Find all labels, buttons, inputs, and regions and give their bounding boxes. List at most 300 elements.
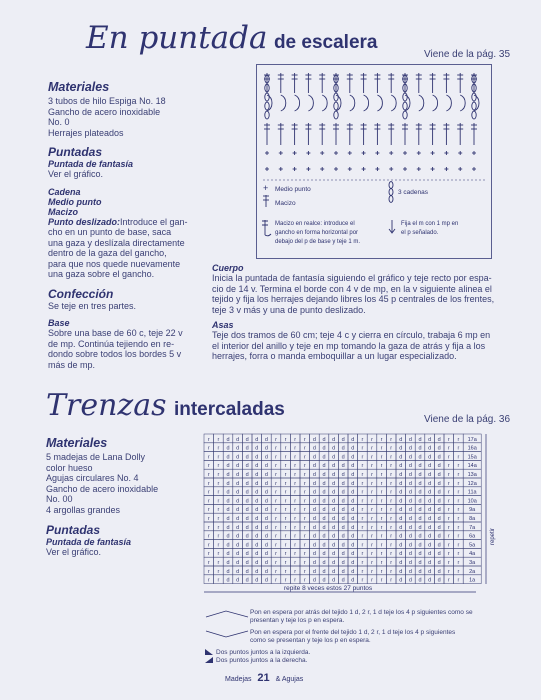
cell-symbol: d <box>255 524 259 531</box>
chain-symbol <box>334 102 338 110</box>
knitting-legend <box>204 609 504 664</box>
cell-symbol: r <box>217 560 220 566</box>
legend-item <box>204 609 504 625</box>
cell-symbol: d <box>437 533 441 540</box>
cell-symbol: d <box>255 516 259 522</box>
base-line: Sobre una base de 60 c, teje 22 v <box>48 328 183 338</box>
macizo-icon <box>263 195 269 207</box>
cell-symbol: d <box>437 507 441 514</box>
cell-symbol: d <box>418 436 422 443</box>
cell-symbol: r <box>207 507 210 514</box>
cell-symbol: d <box>312 436 316 443</box>
cell-symbol: r <box>217 524 220 531</box>
legend-item <box>204 629 504 645</box>
cell-symbol: d <box>351 498 355 505</box>
plus-symbol <box>375 151 379 155</box>
materiales-item: 3 tubos de hilo Espiga No. 18 <box>48 96 166 106</box>
cell-symbol: r <box>284 577 287 584</box>
plus-symbol <box>389 167 393 171</box>
cell-symbol: d <box>332 498 336 505</box>
cell-symbol: r <box>361 489 364 496</box>
realce-icon <box>262 220 271 236</box>
cell-symbol: d <box>226 480 230 487</box>
cell-symbol: r <box>390 577 393 584</box>
cell-symbol: d <box>437 568 441 575</box>
cell-symbol: r <box>207 560 210 566</box>
cell-symbol: r <box>371 542 373 549</box>
plus-symbol <box>472 167 476 171</box>
cell-symbol: d <box>351 454 355 461</box>
cell-symbol: d <box>418 551 422 558</box>
cell-symbol: d <box>341 524 345 531</box>
cell-symbol: r <box>380 516 383 522</box>
cell-symbol: r <box>361 516 364 522</box>
k2tog-right-icon <box>204 656 214 664</box>
cell-symbol: d <box>408 489 412 496</box>
legend-fija-line: el p señalado. <box>401 230 439 236</box>
cell-symbol: d <box>428 507 432 514</box>
cell-symbol: d <box>351 524 355 531</box>
cell-symbol: d <box>341 445 345 452</box>
cell-symbol: d <box>428 524 432 531</box>
macizo-symbol <box>388 73 394 93</box>
cell-symbol: r <box>380 533 383 540</box>
cell-symbol: d <box>408 560 412 566</box>
legend-text <box>250 629 455 645</box>
cell-symbol: r <box>275 560 277 566</box>
cell-symbol: r <box>303 568 306 575</box>
cell-symbol: d <box>226 542 230 549</box>
cell-symbol: r <box>284 516 287 522</box>
macizo-symbol <box>305 123 311 145</box>
row-label: 10a <box>467 498 477 505</box>
cell-symbol: r <box>380 507 383 514</box>
legend-line: como se presentan y teje los p en espera. <box>250 637 371 644</box>
cell-symbol: r <box>284 472 287 478</box>
puntadas-heading: Puntadas <box>48 145 103 159</box>
cuerpo-block <box>212 263 512 362</box>
cell-symbol: r <box>371 507 373 514</box>
cell-symbol: r <box>284 524 287 531</box>
section1-viene: Viene de la pág. 35 <box>424 49 511 60</box>
cell-symbol: d <box>408 445 412 452</box>
cell-symbol: d <box>322 542 326 549</box>
deslizado-heading: Punto deslizado: <box>48 216 120 227</box>
cell-symbol: r <box>380 542 383 549</box>
cell-symbol: d <box>332 516 336 522</box>
crochet-chart <box>257 65 491 258</box>
chain-symbol <box>334 111 338 119</box>
cell-symbol: r <box>447 533 450 540</box>
cell-symbol: d <box>245 577 249 584</box>
macizo-symbol <box>457 123 463 145</box>
cell-symbol: d <box>264 524 268 531</box>
legend-realce-line: debajo del p de base y teje 1 m. <box>275 239 361 245</box>
cell-symbol: r <box>390 498 393 505</box>
cell-symbol: r <box>371 498 373 505</box>
cell-symbol: d <box>428 436 432 443</box>
macizo-symbol <box>374 73 380 93</box>
knitting-row-labels <box>463 434 481 584</box>
cell-symbol: r <box>275 533 277 540</box>
legend-realce-line: Macizo en realce: introduce el <box>275 221 355 227</box>
knitting-cells <box>204 434 463 584</box>
hook-symbol <box>364 95 369 111</box>
cell-symbol: d <box>264 568 268 575</box>
puntadas-heading: Puntadas <box>46 523 101 537</box>
cell-symbol: d <box>226 560 230 566</box>
cell-symbol: r <box>294 489 297 496</box>
cell-symbol: r <box>207 516 210 522</box>
legend-item <box>204 656 504 664</box>
cell-symbol: d <box>437 577 441 584</box>
cell-symbol: d <box>399 507 403 514</box>
cell-symbol: d <box>312 472 316 478</box>
legend-medio: Medio punto <box>275 186 311 193</box>
cell-symbol: r <box>457 524 460 531</box>
cell-symbol: d <box>236 472 240 478</box>
cell-symbol: d <box>408 472 412 478</box>
cell-symbol: d <box>428 533 432 540</box>
row-label: 8a <box>469 516 476 522</box>
cell-symbol: d <box>428 542 432 549</box>
cell-symbol: r <box>284 454 287 461</box>
cell-symbol: d <box>236 498 240 505</box>
cell-symbol: d <box>322 454 326 461</box>
cell-symbol: d <box>428 516 432 522</box>
cell-symbol: d <box>418 533 422 540</box>
cell-symbol: r <box>371 436 373 443</box>
cell-symbol: r <box>217 480 220 487</box>
cell-symbol: d <box>236 463 240 470</box>
cell-symbol: d <box>418 454 422 461</box>
chain-symbol <box>334 93 338 101</box>
cell-symbol: d <box>351 542 355 549</box>
cell-symbol: d <box>437 498 441 505</box>
cell-symbol: r <box>207 542 210 549</box>
macizo-symbol <box>292 123 298 145</box>
cell-symbol: d <box>245 568 249 575</box>
cell-symbol: d <box>408 463 412 470</box>
cell-symbol: d <box>264 463 268 470</box>
cell-symbol: r <box>294 524 297 531</box>
hook-symbol <box>308 95 313 111</box>
chain-symbol <box>265 111 269 119</box>
cell-symbol: r <box>380 568 383 575</box>
plus-symbol <box>320 151 324 155</box>
footer-left: Madejas <box>225 676 252 683</box>
cell-symbol: d <box>408 436 412 443</box>
cell-symbol: d <box>332 551 336 558</box>
plus-symbol <box>279 151 283 155</box>
cell-symbol: d <box>264 454 268 461</box>
cell-symbol: d <box>332 463 336 470</box>
cell-symbol: r <box>390 507 393 514</box>
cell-symbol: d <box>312 445 316 452</box>
cell-symbol: r <box>217 568 220 575</box>
row-label: 16a <box>467 445 477 452</box>
cell-symbol: r <box>447 551 450 558</box>
cell-symbol: d <box>351 516 355 522</box>
chain-symbol <box>265 93 269 101</box>
cell-symbol: d <box>236 489 240 496</box>
row-label: 2a <box>469 568 476 575</box>
deslizado-line: Introduce el gan- <box>120 216 188 227</box>
cell-symbol: d <box>264 551 268 558</box>
plus-symbol <box>431 167 435 171</box>
materiales-item: No. 0 <box>48 117 70 127</box>
chain-symbol <box>472 111 476 119</box>
cell-symbol: d <box>428 551 432 558</box>
cell-symbol: d <box>322 533 326 540</box>
macizo-symbol <box>443 73 449 93</box>
cell-symbol: r <box>284 560 287 566</box>
cell-symbol: d <box>351 445 355 452</box>
cell-symbol: r <box>390 463 393 470</box>
cell-symbol: d <box>312 568 316 575</box>
cell-symbol: d <box>408 480 412 487</box>
cell-symbol: r <box>371 489 373 496</box>
macizo-symbol <box>347 73 353 93</box>
cell-symbol: r <box>217 533 220 540</box>
cell-symbol: r <box>390 568 393 575</box>
cell-symbol: r <box>303 533 306 540</box>
row-label: 3a <box>469 560 476 566</box>
deslizado-line: una gaza sobre el gancho. <box>48 269 155 279</box>
cell-symbol: d <box>418 542 422 549</box>
cell-symbol: r <box>380 560 383 566</box>
cell-symbol: d <box>408 542 412 549</box>
legend-macizo: Macizo <box>275 200 296 207</box>
hook-symbol <box>433 95 438 111</box>
materiales-item: Herrajes plateados <box>48 127 124 138</box>
plus-symbol <box>306 151 310 155</box>
cable-back-icon <box>204 609 250 619</box>
legend-text <box>250 609 473 625</box>
cell-symbol: d <box>245 489 249 496</box>
macizo-symbol <box>278 73 284 93</box>
cell-symbol: d <box>264 507 268 514</box>
section2-title-rest: intercaladas <box>173 399 285 420</box>
deslizado-line: dentro de la gaza del gancho, <box>48 248 167 258</box>
legend-realce-line: gancho en forma horizontal por <box>275 230 359 236</box>
cell-symbol: r <box>361 472 364 478</box>
cell-symbol: r <box>361 480 364 487</box>
cell-symbol: r <box>294 454 297 461</box>
cell-symbol: r <box>207 498 210 505</box>
legend-line: Dos puntos juntos a la derecha. <box>216 656 308 664</box>
cell-symbol: r <box>294 472 297 478</box>
cuerpo-line: tejido y fija los herrajes dejando libres los 45 p centrales de los frentes, <box>212 294 495 304</box>
deslizado-paragraph <box>48 217 206 228</box>
cell-symbol: d <box>236 524 240 531</box>
cell-symbol: d <box>255 454 259 461</box>
row-label: 6a <box>469 533 476 540</box>
cell-symbol: r <box>294 480 297 487</box>
plus-symbol <box>417 167 421 171</box>
row-label: 15a <box>467 454 477 461</box>
cell-symbol: d <box>418 516 422 522</box>
cell-symbol: r <box>303 516 306 522</box>
cell-symbol: r <box>284 551 287 558</box>
row-label: 4a <box>469 551 476 558</box>
cell-symbol: r <box>457 480 460 487</box>
plus-symbol <box>348 151 352 155</box>
cell-symbol: r <box>361 533 364 540</box>
cell-symbol: d <box>408 498 412 505</box>
cell-symbol: d <box>264 533 268 540</box>
cell-symbol: r <box>294 551 297 558</box>
cell-symbol: d <box>264 577 268 584</box>
cell-symbol: r <box>390 436 393 443</box>
hook-symbol <box>419 95 424 111</box>
cell-symbol: d <box>408 507 412 514</box>
cell-symbol: d <box>226 577 230 584</box>
legend-line: Dos puntos juntos a la izquierda. <box>216 648 311 656</box>
asas-line: el interior del anillo y teje en mp tomando la gaza de atrás y fija a los <box>212 340 486 351</box>
plus-symbol <box>334 151 338 155</box>
cell-symbol: d <box>312 577 316 584</box>
cell-symbol: d <box>322 445 326 452</box>
row-label: 13a <box>467 472 477 478</box>
cell-symbol: d <box>226 472 230 478</box>
macizo-symbol <box>305 73 311 93</box>
row-label: 11a <box>467 489 477 496</box>
cell-symbol: d <box>245 436 249 443</box>
confeccion-text: Se teje en tres partes. <box>48 300 137 311</box>
cell-symbol: d <box>437 436 441 443</box>
repetir-label: repetir <box>490 527 496 545</box>
cell-symbol: r <box>390 524 393 531</box>
cell-symbol: r <box>380 577 383 584</box>
cell-symbol: r <box>447 516 450 522</box>
cell-symbol: d <box>437 560 441 566</box>
plus-symbol <box>265 167 269 171</box>
cell-symbol: r <box>207 445 210 452</box>
cell-symbol: r <box>294 533 297 540</box>
plus-symbol <box>362 167 366 171</box>
cell-symbol: r <box>294 516 297 522</box>
plus-symbol <box>403 167 407 171</box>
cell-symbol: r <box>447 436 450 443</box>
legend-line: presentan y teje los p en espera. <box>250 617 345 624</box>
cell-symbol: d <box>332 472 336 478</box>
materiales-item: color hueso <box>46 462 93 473</box>
cell-symbol: d <box>408 577 412 584</box>
chain-symbol <box>403 93 407 101</box>
cell-symbol: r <box>275 551 277 558</box>
section1-title-script: En puntada <box>86 20 268 56</box>
cell-symbol: d <box>399 498 403 505</box>
cell-symbol: r <box>284 507 287 514</box>
cell-symbol: d <box>332 489 336 496</box>
cell-symbol: d <box>399 560 403 566</box>
cell-symbol: d <box>351 551 355 558</box>
cadena-heading: Cadena <box>48 186 81 197</box>
cell-symbol: d <box>312 454 316 461</box>
fantasia-heading: Puntada de fantasía <box>46 537 132 547</box>
materiales-item: Agujas circulares No. 4 <box>46 473 139 483</box>
deslizado-line: una gaza y deslízala directamente <box>48 237 185 248</box>
cell-symbol: r <box>361 463 364 470</box>
cell-symbol: d <box>418 524 422 531</box>
cell-symbol: d <box>264 436 268 443</box>
cell-symbol: r <box>361 560 364 566</box>
cable-front-icon <box>204 629 250 639</box>
cell-symbol: d <box>226 498 230 505</box>
crochet-chart-box <box>256 64 492 259</box>
cell-symbol: d <box>418 463 422 470</box>
cell-symbol: d <box>351 480 355 487</box>
cell-symbol: d <box>332 454 336 461</box>
plus-symbol <box>431 151 435 155</box>
plus-symbol <box>265 151 269 155</box>
cell-symbol: r <box>207 577 210 584</box>
cell-symbol: r <box>380 463 383 470</box>
cell-symbol: d <box>236 480 240 487</box>
macizo-symbol <box>278 123 284 145</box>
cell-symbol: r <box>361 454 364 461</box>
cell-symbol: d <box>332 445 336 452</box>
cell-symbol: d <box>312 551 316 558</box>
cell-symbol: r <box>390 454 393 461</box>
cell-symbol: r <box>275 454 277 461</box>
cell-symbol: r <box>371 454 373 461</box>
cell-symbol: d <box>332 542 336 549</box>
cell-symbol: d <box>312 524 316 531</box>
cell-symbol: d <box>236 445 240 452</box>
medio-punto-heading: Medio punto <box>48 196 102 207</box>
cell-symbol: d <box>418 480 422 487</box>
cell-symbol: d <box>264 516 268 522</box>
cell-symbol: d <box>226 516 230 522</box>
cell-symbol: d <box>236 516 240 522</box>
cell-symbol: r <box>284 436 287 443</box>
hook-symbol <box>295 95 300 111</box>
cell-symbol: r <box>303 551 306 558</box>
cell-symbol: d <box>418 472 422 478</box>
macizo-symbol <box>264 123 270 145</box>
fija-icon <box>389 220 395 233</box>
repite-label: repite 8 veces estos 27 puntos <box>284 585 373 592</box>
cell-symbol: d <box>255 577 259 584</box>
section1-title-rest: de escalera <box>273 32 378 53</box>
cell-symbol: d <box>341 463 345 470</box>
cell-symbol: d <box>341 454 345 461</box>
macizo-symbol <box>416 123 422 145</box>
hook-symbol <box>281 95 286 111</box>
cell-symbol: r <box>303 542 306 549</box>
cell-symbol: d <box>428 472 432 478</box>
cell-symbol: r <box>380 445 383 452</box>
macizo-symbol <box>374 123 380 145</box>
cell-symbol: r <box>303 560 306 566</box>
cell-symbol: d <box>351 560 355 566</box>
cell-symbol: r <box>371 445 373 452</box>
cell-symbol: d <box>312 480 316 487</box>
cell-symbol: d <box>236 436 240 443</box>
cell-symbol: r <box>217 516 220 522</box>
cell-symbol: r <box>275 577 277 584</box>
cell-symbol: r <box>371 472 373 478</box>
cell-symbol: r <box>303 463 306 470</box>
macizo-symbol <box>457 73 463 93</box>
chain-icon <box>389 182 393 203</box>
materiales-heading: Materiales <box>46 436 108 450</box>
row-label: 7a <box>469 524 476 531</box>
cell-symbol: r <box>390 542 393 549</box>
cell-symbol: r <box>217 551 220 558</box>
